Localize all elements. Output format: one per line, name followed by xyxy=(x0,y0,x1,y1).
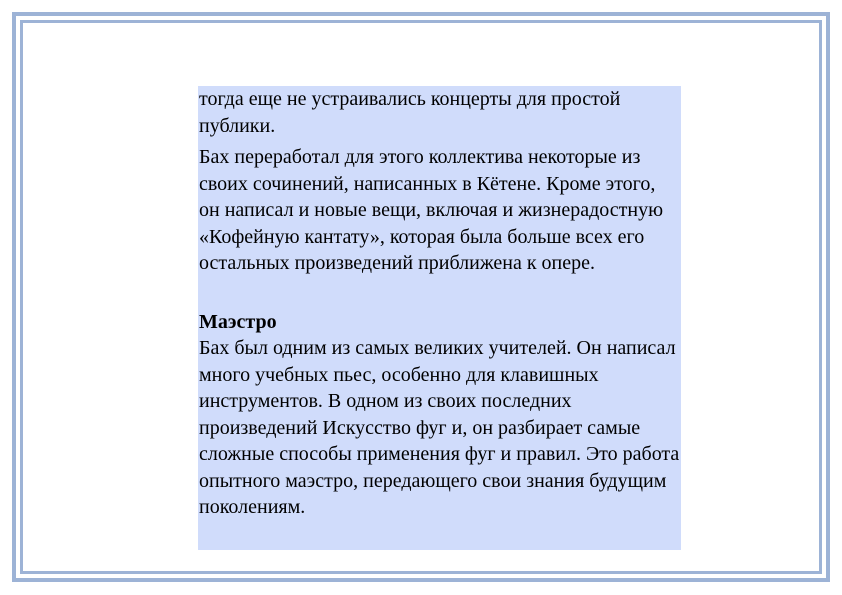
paragraph-koethen: Бах переработал для этого коллектива некоторые из своих сочинений, написанных в Кётене. Кроме этого, он написал и новые вещи, включая и жизнерадостную «Кофейную кантату», которая была больше всех его остальных произведений приближена к опере. xyxy=(199,146,664,274)
paragraph-maestro: Бах был одним из самых великих учителей. Он написал много учебных пьес, особенно для клавишных инструментов. В одном из своих последних произведений Искусство фуг и, он разбирает самые сложные способы применения фуг и правил. Это работа опытного маэстро, передающего свои знания будущим поколениям. xyxy=(199,337,680,518)
paragraph-intro: тогда еще не устраивались концерты для простой публики. xyxy=(199,88,621,137)
text-block xyxy=(198,86,681,550)
section-heading: Маэстро xyxy=(199,310,277,333)
